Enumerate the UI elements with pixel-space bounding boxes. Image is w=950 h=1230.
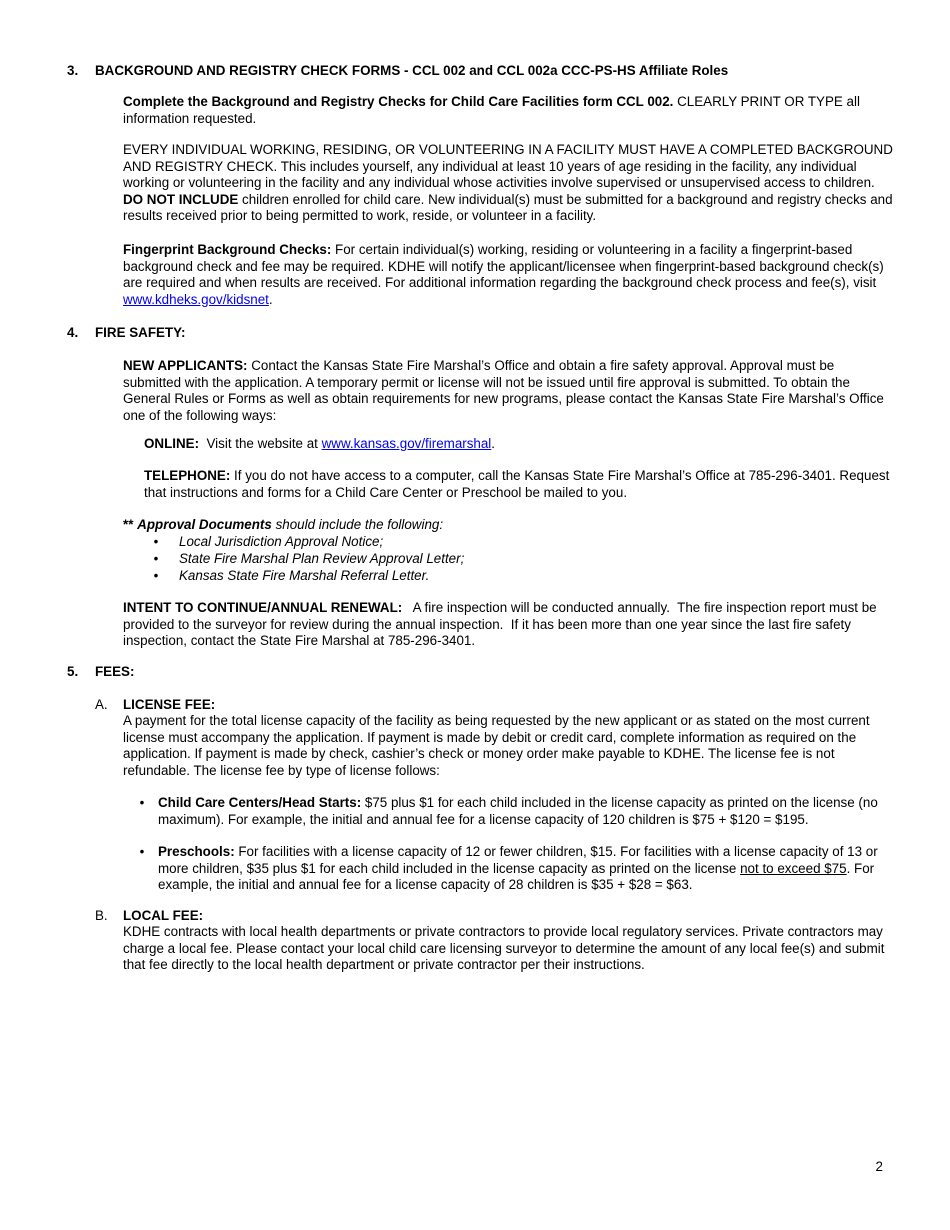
child-care-centers-fee: Child Care Centers/Head Starts: $75 plus $1 for each child included in the license capacity as printed on the license (no maximum). For example, the initial and annual fee for a license capacity of 120 children is $75 + $120 = $195. (158, 795, 878, 827)
section-3-heading: 3. BACKGROUND AND REGISTRY CHECK FORMS - CCL 002 and CCL 002a CCC-PS-HS Affiliate Roles (67, 63, 729, 78)
bullet-icon: • (139, 844, 145, 859)
local-fee-paragraph: KDHE contracts with local health departments or private contractors to provide local regulatory services. Private contractors may charge a local fee. Please contact your local child care licensing surveyor to determine the amount of any local fee(s) and submit that fee directly to the local health department or private contractor per their instructions. (123, 924, 885, 973)
firemarshal-link[interactable]: www.kansas.gov/firemarshal (321, 436, 492, 451)
bullet-icon: • (139, 795, 145, 810)
section-5-heading: 5. FEES: (67, 664, 135, 679)
approval-item: Local Jurisdiction Approval Notice; (179, 534, 384, 549)
section-3-paragraph-2: EVERY INDIVIDUAL WORKING, RESIDING, OR VOLUNTEERING IN A FACILITY MUST HAVE A COMPLETED BACKGROUND AND REGISTRY CHECK. This includes yourself, any individual at least 10 years of age residing in the facility, any individual working or volunteering in the facility and any individual whose activities involve supervised or unsupervised access to children. DO NOT INCLUDE children enrolled for child care. New individual(s) must be submitted for a background and registry checks and results received prior to being permitted to work, reside, or volunteer in a facility. (123, 142, 893, 224)
kidsnet-link[interactable]: www.kdheks.gov/kidsnet (123, 291, 269, 307)
license-fee-paragraph: A payment for the total license capacity of the facility as being requested by the new applicant or as stated on the most current license must accompany the application. If payment is made by debit or credit card, complete information as required on the application. If payment is made by check, cashier’s check or money order make payable to KDHE. The license fee is not refundable. The license fee by type of license follows: (123, 713, 870, 778)
bullet-icon: • (153, 534, 159, 549)
approval-item: Kansas State Fire Marshal Referral Letter. (179, 568, 430, 583)
preschools-fee: Preschools: For facilities with a license capacity of 12 or fewer children, $15. For facilities with a license capacity of 13 or more children, $35 plus $1 for each child included in the license capacity as printed on the license not to exceed $75. For example, the initial and annual fee for a license capacity of 28 children is $35 + $28 = $63. (158, 844, 878, 893)
approval-item: State Fire Marshal Plan Review Approval Letter; (179, 551, 465, 566)
bullet-icon: • (153, 568, 159, 583)
section-4-heading: 4. FIRE SAFETY: (67, 325, 186, 340)
new-applicants-paragraph: NEW APPLICANTS: Contact the Kansas State Fire Marshal’s Office and obtain a fire safety approval. Approval must be submitted with the application. A temporary permit or license will not be issued until fire approval is submitted. To obtain the General Rules or Forms as well as obtain requirements for new programs, please contact the Kansas State Fire Marshal’s Office one of the following ways: (123, 358, 884, 423)
local-fee-heading: B. LOCAL FEE: (95, 908, 204, 923)
section-3-paragraph-1: Complete the Background and Registry Checks for Child Care Facilities form CCL 002. CLEARLY PRINT OR TYPE all information requested. (123, 94, 860, 126)
bullet-icon: • (153, 551, 159, 566)
page-number: 2 (875, 1159, 883, 1174)
section-3-paragraph-3: Fingerprint Background Checks: For certain individual(s) working, residing or volunteering in a facility a fingerprint-based background check and fee may be required. KDHE will notify the applicant/licensee when fingerprint-based background check(s) are required and when results are received. For additional information regarding the background check process and fee(s), visit www.kdheks.gov/kidsnet. (123, 242, 884, 307)
telephone-paragraph: TELEPHONE: If you do not have access to a computer, call the Kansas State Fire Marshal’s Office at 785-296-3401. Request that instructions and forms for a Child Care Center or Preschool be mailed to you. (144, 468, 890, 500)
intent-to-continue-paragraph: INTENT TO CONTINUE/ANNUAL RENEWAL: A fire inspection will be conducted annually. The fire inspection report must be provided to the surveyor for review during the annual inspection. If it has been more than one year since the last fire safety inspection, contact the State Fire Marshal at 785-296-3401. (123, 600, 881, 649)
approval-documents-line: ** Approval Documents should include the following: (123, 517, 444, 532)
online-paragraph: ONLINE: Visit the website at www.kansas.gov/firemarshal. (144, 436, 496, 451)
license-fee-heading: A. LICENSE FEE: (95, 697, 216, 712)
